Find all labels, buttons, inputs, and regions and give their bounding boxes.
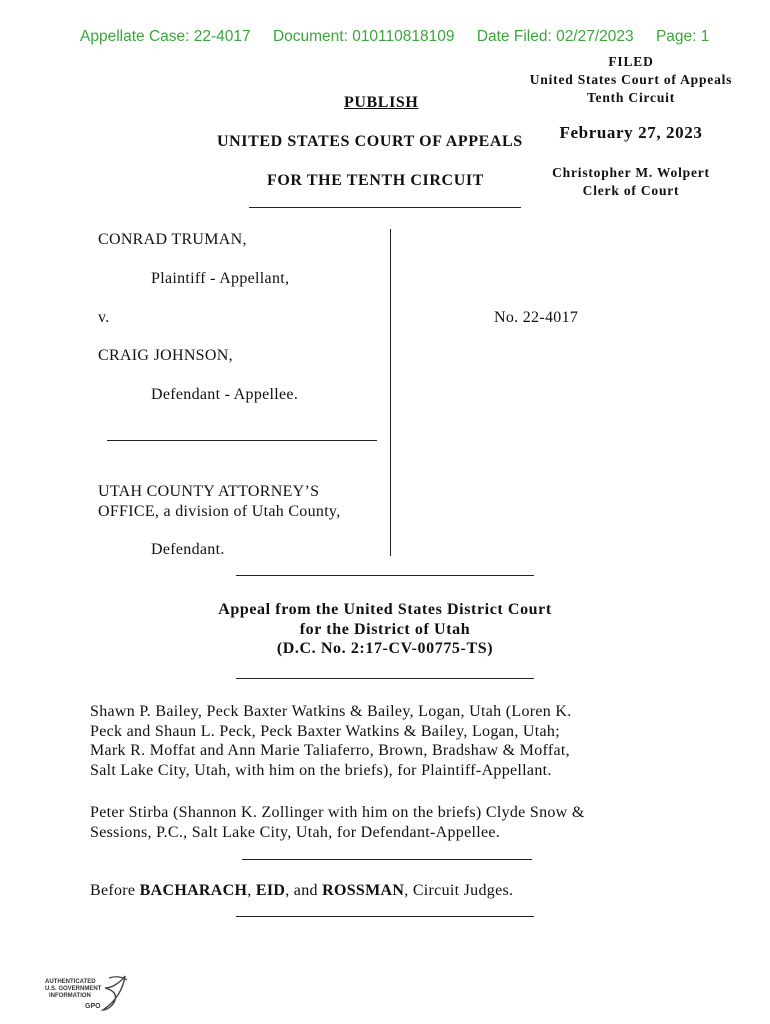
other-defendant-line1: UTAH COUNTY ATTORNEY’S bbox=[98, 483, 320, 500]
panel-prefix: Before bbox=[90, 882, 140, 899]
filed-label: FILED bbox=[608, 54, 654, 69]
plaintiff-name: CONRAD TRUMAN, bbox=[98, 231, 247, 248]
case-number: No. 22-4017 bbox=[494, 309, 579, 326]
gpo-authenticated-logo bbox=[45, 972, 130, 1018]
panel-sep1: , bbox=[247, 882, 256, 899]
clerk-title: Clerk of Court bbox=[582, 183, 680, 198]
other-defendant-role: Defendant. bbox=[151, 541, 225, 558]
publish-label: PUBLISH bbox=[344, 94, 419, 111]
counsel-p1-line3: Mark R. Moffat and Ann Marie Taliaferro, Brown, Bradshaw & Moffat, bbox=[90, 742, 570, 759]
gpo-line2: U.S. GOVERNMENT bbox=[45, 986, 102, 992]
judge-eid: EID bbox=[255, 882, 286, 899]
caption-divider bbox=[390, 229, 391, 556]
header-document: Document: 010110818109 bbox=[272, 28, 455, 45]
header-page: Page: 1 bbox=[655, 28, 710, 45]
gpo-line4: GPO bbox=[85, 1003, 101, 1010]
caption-rule bbox=[107, 440, 377, 441]
filed-court: United States Court of Appeals bbox=[529, 72, 733, 87]
filed-date: February 27, 2023 bbox=[559, 123, 703, 142]
panel-sep2: , and bbox=[285, 882, 323, 899]
appeal-line2: for the District of Utah bbox=[299, 621, 471, 638]
filed-circuit: Tenth Circuit bbox=[586, 90, 676, 105]
appeal-line3: (D.C. No. 2:17-CV-00775-TS) bbox=[276, 640, 494, 657]
header-date-filed: Date Filed: 02/27/2023 bbox=[476, 28, 634, 45]
counsel-rule bbox=[242, 859, 532, 860]
defendant-role: Defendant - Appellee. bbox=[151, 386, 299, 403]
counsel-p2-line2: Sessions, P.C., Salt Lake City, Utah, for Defendant-Appellee. bbox=[90, 824, 501, 841]
title-rule bbox=[249, 207, 521, 208]
circuit-title: FOR THE TENTH CIRCUIT bbox=[267, 172, 484, 189]
gpo-line1: AUTHENTICATED bbox=[45, 979, 96, 985]
counsel-p2-line1: Peter Stirba (Shannon K. Zollinger with him on the briefs) Clyde Snow & bbox=[90, 804, 585, 821]
appeal-rule bbox=[236, 678, 534, 679]
plaintiff-role: Plaintiff - Appellant, bbox=[151, 270, 290, 287]
other-defendant-line2: OFFICE, a division of Utah County, bbox=[98, 503, 341, 520]
gpo-line3: INFORMATION bbox=[49, 993, 91, 999]
defendant-name: CRAIG JOHNSON, bbox=[98, 347, 233, 364]
panel-suffix: , Circuit Judges. bbox=[404, 882, 514, 899]
header-case: Appellate Case: 22-4017 bbox=[80, 28, 251, 45]
court-title: UNITED STATES COURT OF APPEALS bbox=[217, 133, 523, 150]
appeal-line1: Appeal from the United States District Court bbox=[218, 601, 552, 618]
counsel-p1-line2: Peck and Shaun L. Peck, Peck Baxter Watkins & Bailey, Logan, Utah; bbox=[90, 723, 560, 740]
judge-rossman: ROSSMAN bbox=[322, 882, 405, 899]
panel-line bbox=[90, 881, 513, 902]
panel-rule bbox=[236, 916, 534, 917]
filing-header bbox=[80, 28, 727, 46]
versus: v. bbox=[98, 309, 110, 326]
clerk-name: Christopher M. Wolpert bbox=[552, 165, 710, 180]
counsel-p1-line1: Shawn P. Bailey, Peck Baxter Watkins & Bailey, Logan, Utah (Loren K. bbox=[90, 703, 572, 720]
caption-end-rule bbox=[236, 575, 534, 576]
counsel-p1-line4: Salt Lake City, Utah, with him on the briefs), for Plaintiff-Appellant. bbox=[90, 762, 552, 779]
judge-bacharach: BACHARACH bbox=[139, 882, 248, 899]
